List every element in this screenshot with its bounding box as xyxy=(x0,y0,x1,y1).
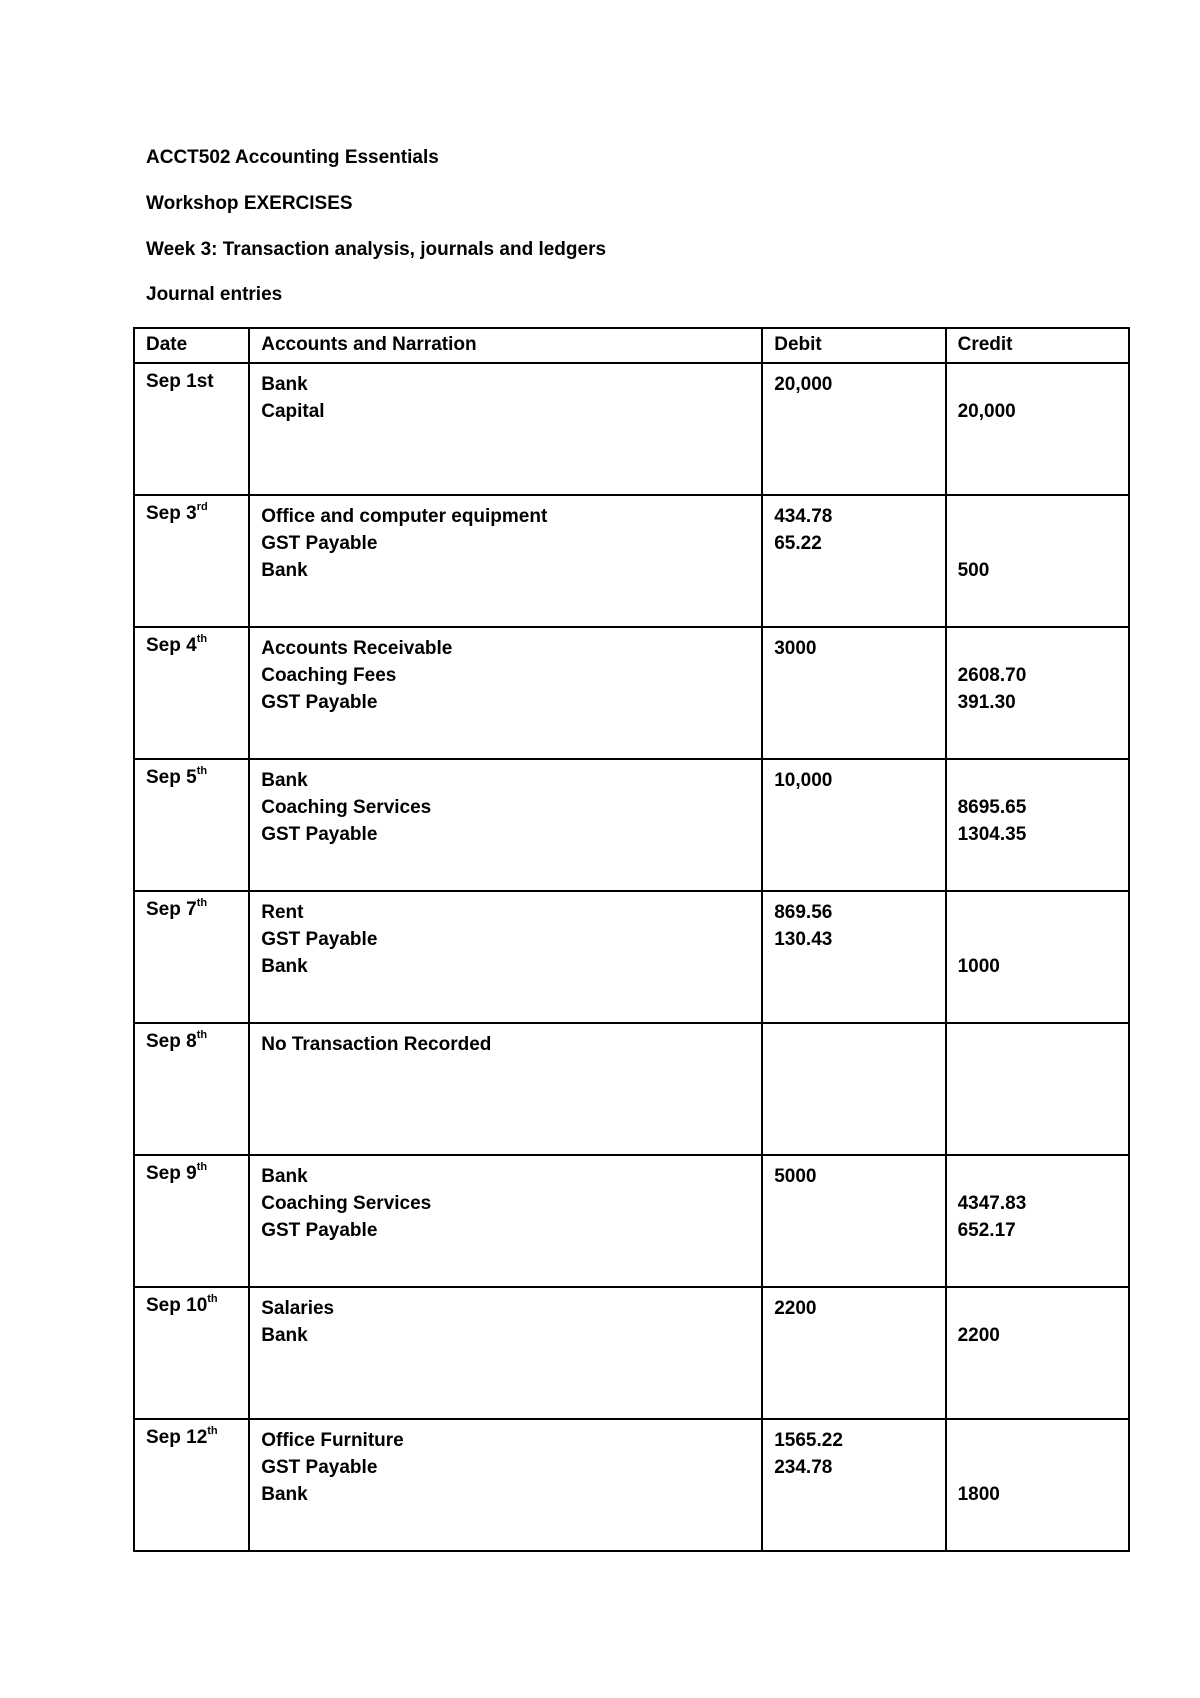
credit-amount xyxy=(958,503,1117,530)
credit-amount: 1304.35 xyxy=(957,824,1027,845)
accounts-cell xyxy=(249,1155,762,1287)
date-suffix: th xyxy=(196,1160,208,1173)
table-row xyxy=(134,1287,1129,1419)
journal-table xyxy=(133,327,1130,1552)
account-line xyxy=(261,1349,750,1376)
date-cell xyxy=(134,363,249,495)
debit-amount: 65.22 xyxy=(774,533,822,554)
account-line: Accounts Receivable xyxy=(261,638,453,659)
debit-cell xyxy=(762,363,945,495)
credit-cell xyxy=(946,891,1129,1023)
credit-amount xyxy=(958,926,1117,953)
entry-date: Sep 12 xyxy=(146,1427,208,1448)
credit-amount: 20,000 xyxy=(957,401,1016,422)
account-line: Coaching Services xyxy=(261,797,432,818)
credit-amount: 1800 xyxy=(957,1484,1000,1505)
credit-amount xyxy=(958,899,1117,926)
course-title: ACCT502 Accounting Essentials xyxy=(146,147,439,168)
debit-amount xyxy=(774,1085,933,1112)
credit-cell xyxy=(946,1287,1129,1419)
account-line: Bank xyxy=(261,956,308,977)
credit-cell xyxy=(946,1155,1129,1287)
account-line xyxy=(261,1085,750,1112)
debit-amount: 234.78 xyxy=(774,1457,833,1478)
accounts-cell xyxy=(249,1419,762,1551)
accounts-cell xyxy=(249,891,762,1023)
journal-body xyxy=(134,363,1129,1551)
account-line: Bank xyxy=(261,1166,308,1187)
entry-date: Sep 1st xyxy=(146,371,214,392)
credit-cell xyxy=(946,627,1129,759)
debit-amount: 130.43 xyxy=(774,929,833,950)
credit-amount xyxy=(958,635,1117,662)
account-line: Bank xyxy=(261,1325,308,1346)
accounts-cell xyxy=(249,495,762,627)
credit-amount xyxy=(958,1058,1117,1085)
debit-amount: 869.56 xyxy=(774,902,833,923)
account-line: Rent xyxy=(261,902,304,923)
date-cell xyxy=(134,759,249,891)
date-cell xyxy=(134,1155,249,1287)
debit-cell xyxy=(762,759,945,891)
date-suffix: th xyxy=(207,1424,218,1437)
account-line: GST Payable xyxy=(261,692,378,713)
account-line: GST Payable xyxy=(261,824,378,845)
date-suffix: th xyxy=(196,896,208,909)
debit-amount: 3000 xyxy=(774,638,817,659)
date-cell xyxy=(134,627,249,759)
table-row xyxy=(134,891,1129,1023)
account-line xyxy=(261,1058,750,1085)
account-line: Bank xyxy=(261,374,308,395)
debit-amount xyxy=(774,1058,933,1085)
debit-amount xyxy=(774,794,933,821)
account-line: Coaching Fees xyxy=(261,665,397,686)
debit-amount xyxy=(774,1190,933,1217)
account-line: GST Payable xyxy=(261,1220,378,1241)
table-row xyxy=(134,759,1129,891)
credit-amount xyxy=(958,425,1117,452)
accounts-cell xyxy=(249,363,762,495)
account-line: Office and computer equipment xyxy=(261,506,548,527)
debit-amount xyxy=(774,821,933,848)
entry-date: Sep 9 xyxy=(146,1163,197,1184)
debit-amount xyxy=(774,1217,933,1244)
credit-cell xyxy=(946,363,1129,495)
account-line: Bank xyxy=(261,560,308,581)
credit-amount xyxy=(958,1349,1117,1376)
date-cell xyxy=(134,891,249,1023)
credit-amount xyxy=(958,1163,1117,1190)
account-line xyxy=(261,425,750,452)
credit-amount xyxy=(958,767,1117,794)
debit-amount xyxy=(774,1322,933,1349)
date-suffix: th xyxy=(196,764,208,777)
debit-cell xyxy=(762,495,945,627)
entry-date: Sep 5 xyxy=(146,767,197,788)
debit-cell xyxy=(762,1023,945,1155)
account-line: GST Payable xyxy=(261,929,378,950)
account-line: No Transaction Recorded xyxy=(261,1034,492,1055)
debit-amount xyxy=(774,953,933,980)
debit-amount xyxy=(774,398,933,425)
credit-amount: 1000 xyxy=(957,956,1000,977)
entry-date: Sep 4 xyxy=(146,635,197,656)
date-suffix: th xyxy=(196,632,208,645)
credit-amount: 2608.70 xyxy=(957,665,1027,686)
debit-amount: 434.78 xyxy=(774,506,833,527)
table-row xyxy=(134,495,1129,627)
credit-amount xyxy=(958,1085,1117,1112)
credit-amount: 8695.65 xyxy=(957,797,1027,818)
debit-amount: 2200 xyxy=(774,1298,817,1319)
credit-cell xyxy=(946,759,1129,891)
entry-date: Sep 3 xyxy=(146,503,197,524)
debit-amount: 10,000 xyxy=(774,770,833,791)
credit-amount xyxy=(958,530,1117,557)
workshop-subtitle: Workshop EXERCISES xyxy=(146,193,353,214)
date-cell xyxy=(134,1023,249,1155)
entry-date: Sep 10 xyxy=(146,1295,208,1316)
date-cell xyxy=(134,1287,249,1419)
section-title: Journal entries xyxy=(146,284,283,305)
accounts-cell xyxy=(249,627,762,759)
account-line: Bank xyxy=(261,770,308,791)
account-line: Capital xyxy=(261,401,325,422)
account-line: Bank xyxy=(261,1484,308,1505)
debit-amount: 5000 xyxy=(774,1166,817,1187)
debit-amount xyxy=(774,1349,933,1376)
credit-amount xyxy=(958,371,1117,398)
date-suffix: th xyxy=(207,1292,218,1305)
debit-amount: 1565.22 xyxy=(774,1430,843,1451)
credit-amount xyxy=(958,1031,1117,1058)
header-credit: Credit xyxy=(946,328,1129,363)
accounts-cell xyxy=(249,759,762,891)
credit-amount: 4347.83 xyxy=(957,1193,1027,1214)
week-title: Week 3: Transaction analysis, journals and ledgers xyxy=(146,239,607,260)
account-line: Office Furniture xyxy=(261,1430,404,1451)
credit-amount xyxy=(958,1454,1117,1481)
entry-date: Sep 8 xyxy=(146,1031,197,1052)
table-row xyxy=(134,363,1129,495)
header-accounts: Accounts and Narration xyxy=(249,328,762,363)
debit-amount xyxy=(774,1031,933,1058)
debit-amount xyxy=(774,557,933,584)
account-line: Salaries xyxy=(261,1298,335,1319)
account-line: GST Payable xyxy=(261,533,378,554)
table-row xyxy=(134,1023,1129,1155)
date-cell xyxy=(134,1419,249,1551)
credit-cell xyxy=(946,495,1129,627)
account-line: Coaching Services xyxy=(261,1193,432,1214)
debit-cell xyxy=(762,627,945,759)
debit-amount xyxy=(774,1481,933,1508)
accounts-cell xyxy=(249,1287,762,1419)
accounts-cell xyxy=(249,1023,762,1155)
header-date: Date xyxy=(134,328,249,363)
credit-amount xyxy=(958,1427,1117,1454)
entry-date: Sep 7 xyxy=(146,899,197,920)
debit-cell xyxy=(762,1155,945,1287)
debit-cell xyxy=(762,891,945,1023)
debit-amount xyxy=(774,425,933,452)
table-row xyxy=(134,1419,1129,1551)
credit-amount xyxy=(958,1295,1117,1322)
account-line: GST Payable xyxy=(261,1457,378,1478)
credit-amount: 500 xyxy=(957,560,990,581)
header-debit: Debit xyxy=(762,328,945,363)
date-suffix: rd xyxy=(196,500,208,513)
table-header-row xyxy=(134,328,1129,363)
credit-amount: 391.30 xyxy=(957,692,1016,713)
debit-cell xyxy=(762,1419,945,1551)
table-row xyxy=(134,1155,1129,1287)
table-row xyxy=(134,627,1129,759)
date-suffix: th xyxy=(196,1028,208,1041)
debit-amount xyxy=(774,662,933,689)
debit-cell xyxy=(762,1287,945,1419)
credit-cell xyxy=(946,1023,1129,1155)
credit-amount: 652.17 xyxy=(957,1220,1016,1241)
debit-amount: 20,000 xyxy=(774,374,833,395)
credit-amount: 2200 xyxy=(957,1325,1000,1346)
date-cell xyxy=(134,495,249,627)
debit-amount xyxy=(774,689,933,716)
credit-cell xyxy=(946,1419,1129,1551)
